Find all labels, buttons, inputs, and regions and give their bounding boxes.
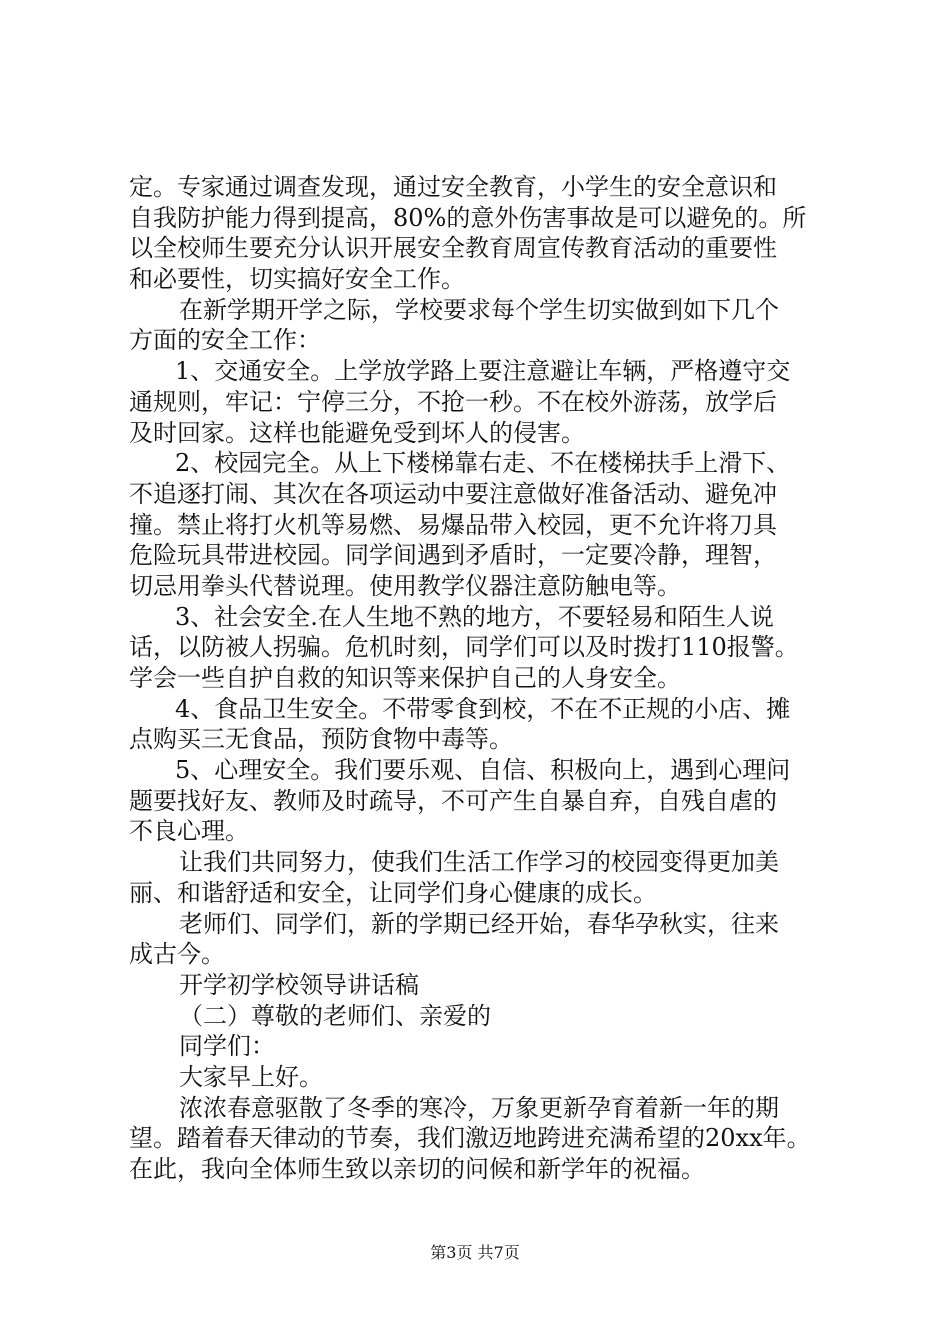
text-line: 通规则，牢记：宁停三分，不抢一秒。不在校外游荡，放学后 (129, 387, 777, 416)
text-line: 成古今。 (129, 940, 225, 969)
text-line: 学会一些自护自救的知识等来保护自己的人身安全。 (129, 664, 681, 692)
text-line: 老师们、同学们，新的学期已经开始，春华孕秋实，往来 (179, 909, 779, 938)
greeting: 大家早上好。 (179, 1062, 323, 1091)
text-line: 题要找好友、教师及时疏导，不可产生自暴自弃，自残自虐的 (129, 786, 777, 815)
document-body (129, 172, 829, 1185)
text-line: 危险玩具带进校园。同学间遇到矛盾时，一定要冷静，理智， (129, 541, 777, 570)
text-line: 1、交通安全。上学放学路上要注意避让车辆，严格遵守交 (175, 357, 791, 386)
text-line: 不追逐打闹、其次在各项运动中要注意做好准备活动、避免冲 (129, 479, 777, 508)
text-line: 点购买三无食品，预防食物中毒等。 (129, 725, 513, 754)
text-line: 以全校师生要充分认识开展安全教育周宣传教育活动的重要性 (129, 234, 777, 263)
text-line: 方面的安全工作： (129, 326, 321, 355)
text-line: 让我们共同努力，使我们生活工作学习的校园变得更加美 (179, 848, 779, 877)
page-number-footer: 第3页 共7页 (430, 1243, 520, 1262)
text-line: 4、食品卫生安全。不带零食到校，不在不正规的小店、摊 (175, 694, 791, 723)
text-line: 自我防护能力得到提高，80%的意外伤害事故是可以避免的。所 (129, 203, 807, 232)
text-line: 在新学期开学之际，学校要求每个学生切实做到如下几个 (179, 295, 779, 324)
section-heading: 开学初学校领导讲话稿 (179, 970, 419, 999)
text-line: 3、社会安全.在人生地不熟的地方，不要轻易和陌生人说 (175, 602, 774, 631)
text-line: 不良心理。 (129, 817, 249, 846)
text-line: 和必要性，切实搞好安全工作。 (129, 265, 465, 294)
salutation: 同学们： (179, 1032, 275, 1061)
text-line: 2、校园完全。从上下楼梯靠右走、不在楼梯扶手上滑下、 (175, 449, 791, 478)
text-line: 撞。禁止将打火机等易燃、易爆品带入校园，更不允许将刀具 (129, 510, 777, 539)
text-line: 话，以防被人拐骗。危机时刻，同学们可以及时拨打110报警。 (129, 633, 799, 662)
text-line: 及时回家。这样也能避免受到坏人的侵害。 (129, 418, 585, 447)
text-line: 望。踏着春天律动的节奏，我们激迈地跨进充满希望的20xx年。 (129, 1124, 811, 1153)
text-line: 在此，我向全体师生致以亲切的问候和新学年的祝福。 (129, 1155, 705, 1183)
text-line: 丽、和谐舒适和安全，让同学们身心健康的成长。 (129, 878, 657, 907)
text-line: 浓浓春意驱散了冬季的寒冷，万象更新孕育着新一年的期 (179, 1093, 779, 1122)
text-line: 5、心理安全。我们要乐观、自信、积极向上，遇到心理问 (175, 756, 791, 785)
text-line: 定。专家通过调查发现，通过安全教育，小学生的安全意识和 (129, 173, 777, 201)
text-line: 切忌用拳头代替说理。使用教学仪器注意防触电等。 (129, 571, 681, 600)
text-line: （二）尊敬的老师们、亲爱的 (179, 1001, 491, 1030)
